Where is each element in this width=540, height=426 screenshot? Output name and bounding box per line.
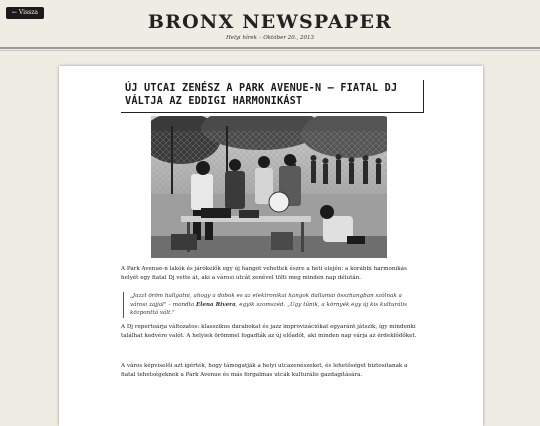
article-headline: ÚJ UTCAI ZENÉSZ A PARK AVENUE-N — FIATAL DJ VÁLTJA AZ EDDIGI HARMONIKÁST [125, 83, 398, 107]
article-paragraph-3: A város képviselői azt ígérték, hogy támogatják a helyi utcazenészeket, és lehetőséget biztosítanak a fiatal tehetségeknek a Park Avenue és más forgalmas utcák kulturális gazdagítására. [121, 363, 408, 378]
quote-speaker-name: Elena Rivera [196, 301, 236, 308]
back-button[interactable]: ← Vissza [6, 7, 44, 19]
newspaper-title: BRONX NEWSPAPER [147, 11, 393, 33]
masthead [0, 0, 540, 48]
article-paragraph-1: A Park Avenue-n lakók és járókelők egy új hangot vehettek észre a heti elején: a korábbi harmonikás helyét egy fiatal Dj vette át, aki a városi utcát zenével tölti meg minden nap délután. [121, 266, 407, 281]
article-quote [123, 292, 418, 318]
masthead-divider [0, 47, 540, 49]
article-paragraph-2: A Dj repertoárja változatos: klasszikus darabokat és jazz improvizációkat egyaránt játszik, így mindenki találhat kedvére valót. A helyiek örömmel fogadták az új előadót, aki minden nap várja az érdeklődőket. [121, 324, 417, 339]
dateline: Helyi hírek – Október 20., 2013 [226, 35, 314, 41]
headline-box [121, 80, 424, 113]
article-card [59, 66, 483, 426]
masthead-divider-thin [0, 50, 540, 51]
quote-text-end: , egyik szomszéd. „Úgy tűnik, a környék egy új kis kulturális központtá vált." [130, 301, 408, 317]
article-photo [151, 116, 387, 258]
quote-text-start: „Jazzt öröm hallgatni, ahogy a dobok es az elektronikai hangok dallamai összhangban szólnak a városi zajjal" – mondta [130, 293, 402, 308]
